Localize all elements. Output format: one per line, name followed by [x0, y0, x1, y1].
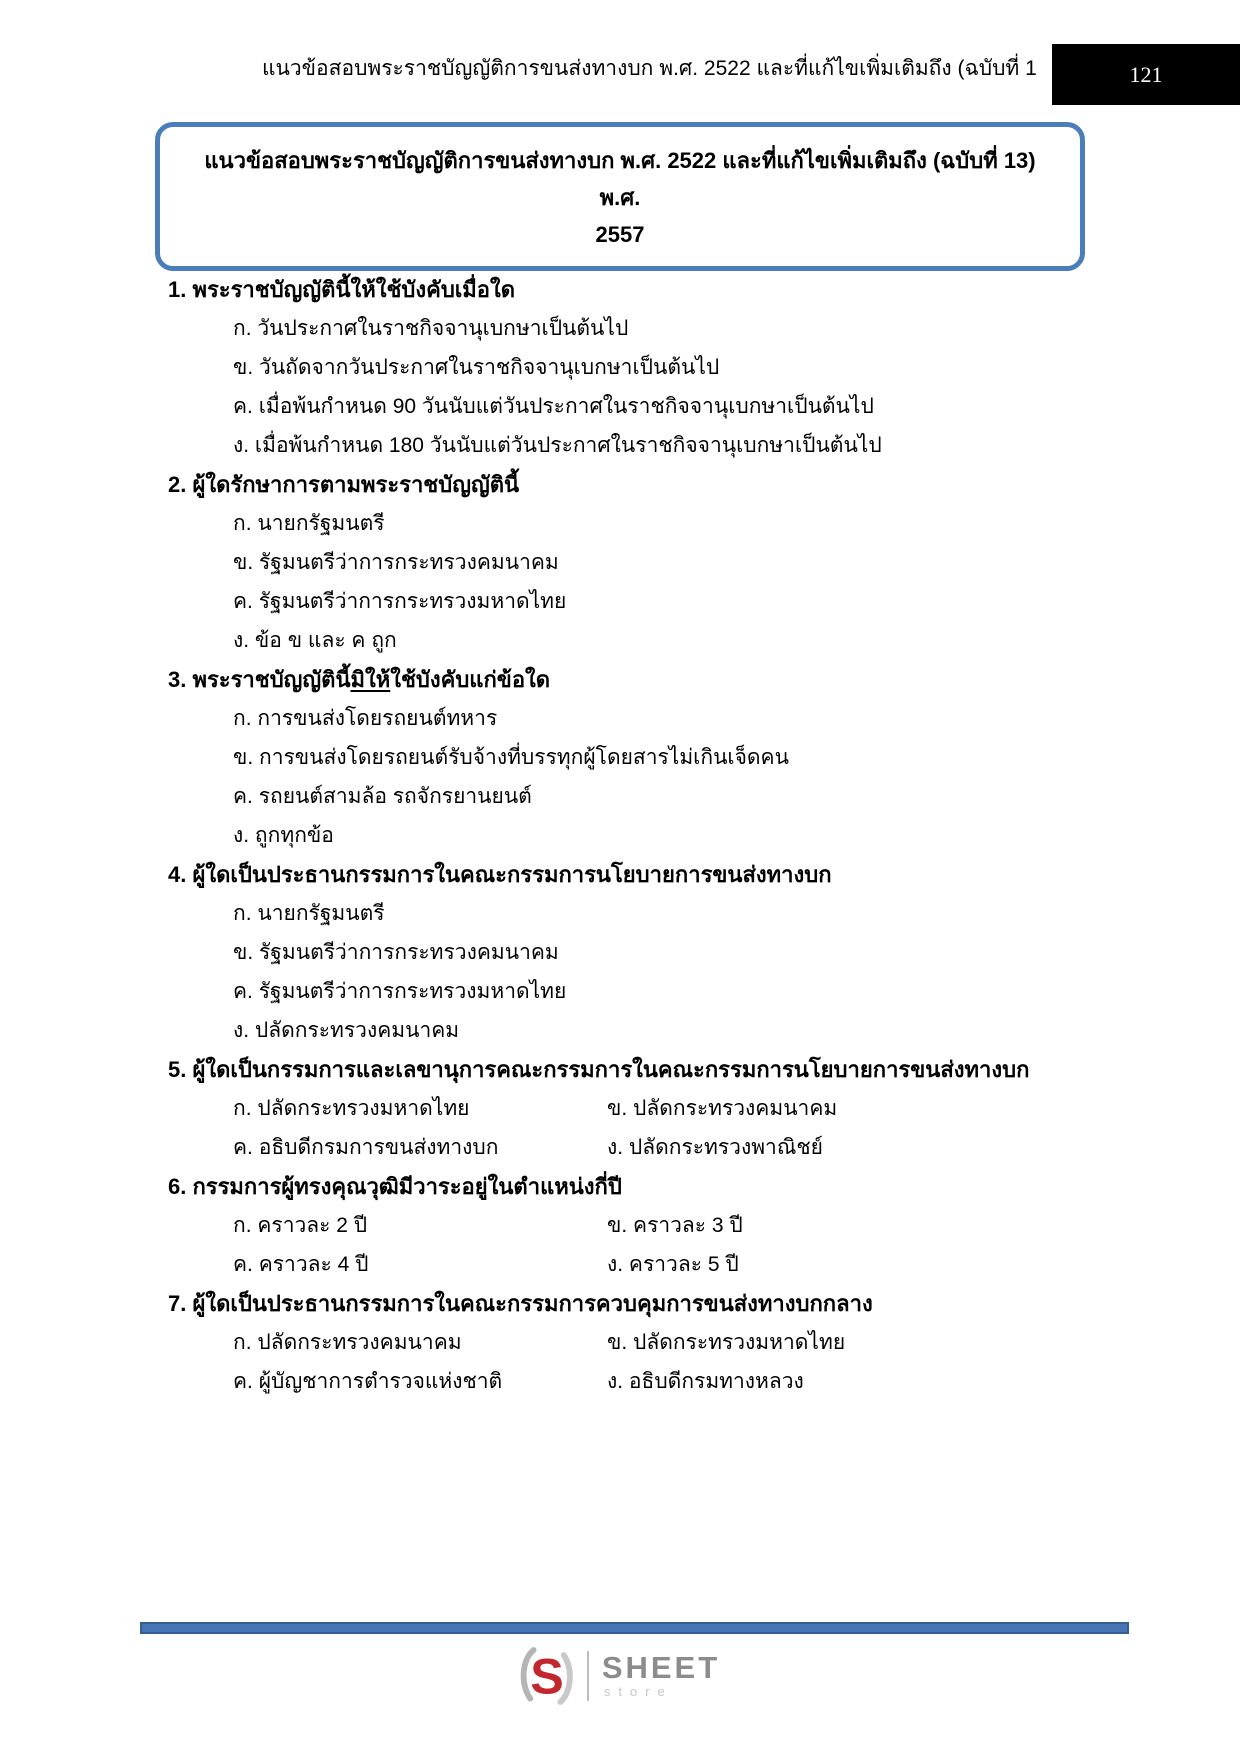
page-number-box	[1052, 44, 1240, 105]
question-2	[168, 465, 1118, 660]
logo-divider	[587, 1651, 589, 1701]
logo-letter-s: S	[530, 1647, 564, 1705]
question-1-option-b: ข. วันถัดจากวันประกาศในราชกิจจานุเบกษาเป็นต้นไป	[233, 356, 720, 379]
question-2-heading: 2. ผู้ใดรักษาการตามพระราชบัญญัตินี้	[168, 472, 520, 497]
title-line-1: แนวข้อสอบพระราชบัญญัติการขนส่งทางบก พ.ศ. 2522 และที่แก้ไขเพิ่มเติมถึง (ฉบับที่ 13) พ.ศ.	[204, 148, 1036, 210]
question-7-option-row-2	[168, 1362, 1118, 1401]
question-3-option-d: ง. ถูกทุกข้อ	[233, 824, 334, 847]
question-5-option-row-1	[168, 1089, 1118, 1128]
question-3-option-c: ค. รถยนต์สามล้อ รถจักรยานยนต์	[233, 785, 532, 808]
question-5-option-b: ข. ปลัดกระทรวงคมนาคม	[607, 1097, 838, 1120]
logo-text-sheet: SHEET	[601, 1650, 721, 1685]
question-7	[168, 1284, 1118, 1401]
question-5-option-a: ก. ปลัดกระทรวงมหาดไทย	[233, 1097, 470, 1120]
page-number: 121	[1129, 61, 1163, 87]
question-1-option-c: ค. เมื่อพ้นกำหนด 90 วันนับแต่วันประกาศในราชกิจจานุเบกษาเป็นต้นไป	[233, 395, 874, 418]
question-7-option-b: ข. ปลัดกระทรวงมหาดไทย	[607, 1331, 846, 1354]
question-1-option-d: ง. เมื่อพ้นกำหนด 180 วันนับแต่วันประกาศในราชกิจจานุเบกษาเป็นต้นไป	[233, 434, 882, 457]
question-2-option-d: ง. ข้อ ข และ ค ถูก	[233, 629, 397, 652]
running-head: แนวข้อสอบพระราชบัญญัติการขนส่งทางบก พ.ศ. 2522 และที่แก้ไขเพิ่มเติมถึง (ฉบับที่ 1	[262, 57, 1037, 80]
question-4	[168, 855, 1118, 1050]
question-1-option-a: ก. วันประกาศในราชกิจจานุเบกษาเป็นต้นไป	[233, 317, 629, 340]
question-6-option-a: ก. คราวละ 2 ปี	[233, 1214, 368, 1237]
question-6	[168, 1167, 1118, 1284]
brand-logo	[0, 1645, 1240, 1707]
logo-wordmark	[602, 1652, 720, 1700]
logo-text-store: store	[603, 1684, 673, 1699]
sheet-store-logo-icon	[520, 1645, 574, 1707]
question-4-heading: 4. ผู้ใดเป็นประธานกรรมการในคณะกรรมการนโยบายการขนส่งทางบก	[168, 862, 832, 887]
question-4-option-d: ง. ปลัดกระทรวงคมนาคม	[233, 1019, 460, 1042]
question-6-option-d: ง. คราวละ 5 ปี	[607, 1253, 739, 1276]
question-6-option-c: ค. คราวละ 4 ปี	[233, 1253, 369, 1276]
question-list	[168, 270, 1118, 1401]
question-6-option-row-2	[168, 1245, 1118, 1284]
question-3	[168, 660, 1118, 855]
question-3-heading-underlined: มิให้	[350, 667, 391, 692]
question-3-heading-prefix: 3. พระราชบัญญัตินี้	[168, 667, 351, 692]
footer-divider-bar	[140, 1622, 1129, 1634]
question-1-heading: 1. พระราชบัญญัตินี้ให้ใช้บังคับเมื่อใด	[168, 277, 516, 302]
question-5-option-row-2	[168, 1128, 1118, 1167]
question-1	[168, 270, 1118, 465]
question-7-option-c: ค. ผู้บัญชาการตำรวจแห่งชาติ	[233, 1370, 503, 1393]
question-6-heading: 6. กรรมการผู้ทรงคุณวุฒิมีวาระอยู่ในตำแหน่งกี่ปี	[168, 1174, 622, 1199]
question-6-option-row-1	[168, 1206, 1118, 1245]
question-4-option-b: ข. รัฐมนตรีว่าการกระทรวงคมนาคม	[233, 941, 559, 964]
question-2-option-b: ข. รัฐมนตรีว่าการกระทรวงคมนาคม	[233, 551, 559, 574]
question-3-heading-suffix: ใช้บังคับแก่ข้อใด	[390, 667, 551, 692]
question-7-option-a: ก. ปลัดกระทรวงคมนาคม	[233, 1331, 462, 1354]
question-2-option-c: ค. รัฐมนตรีว่าการกระทรวงมหาดไทย	[233, 590, 567, 613]
title-box	[155, 122, 1085, 271]
question-6-option-b: ข. คราวละ 3 ปี	[607, 1214, 743, 1237]
question-4-option-a: ก. นายกรัฐมนตรี	[233, 902, 385, 925]
question-4-option-c: ค. รัฐมนตรีว่าการกระทรวงมหาดไทย	[233, 980, 567, 1003]
question-5	[168, 1050, 1118, 1167]
question-7-option-d: ง. อธิบดีกรมทางหลวง	[607, 1370, 804, 1393]
question-2-option-a: ก. นายกรัฐมนตรี	[233, 512, 385, 535]
question-5-heading: 5. ผู้ใดเป็นกรรมการและเลขานุการคณะกรรมการในคณะกรรมการนโยบายการขนส่งทางบก	[168, 1057, 1030, 1082]
question-3-option-a: ก. การขนส่งโดยรถยนต์ทหาร	[233, 707, 498, 730]
question-3-option-b: ข. การขนส่งโดยรถยนต์รับจ้างที่บรรทุกผู้โดยสารไม่เกินเจ็ดคน	[233, 746, 789, 769]
question-5-option-d: ง. ปลัดกระทรวงพาณิชย์	[607, 1136, 823, 1159]
question-7-option-row-1	[168, 1323, 1118, 1362]
question-3-heading	[168, 660, 1118, 699]
title-line-2: 2557	[595, 222, 645, 247]
question-5-option-c: ค. อธิบดีกรมการขนส่งทางบก	[233, 1136, 499, 1159]
question-7-heading: 7. ผู้ใดเป็นประธานกรรมการในคณะกรรมการควบคุมการขนส่งทางบกกลาง	[168, 1291, 873, 1316]
